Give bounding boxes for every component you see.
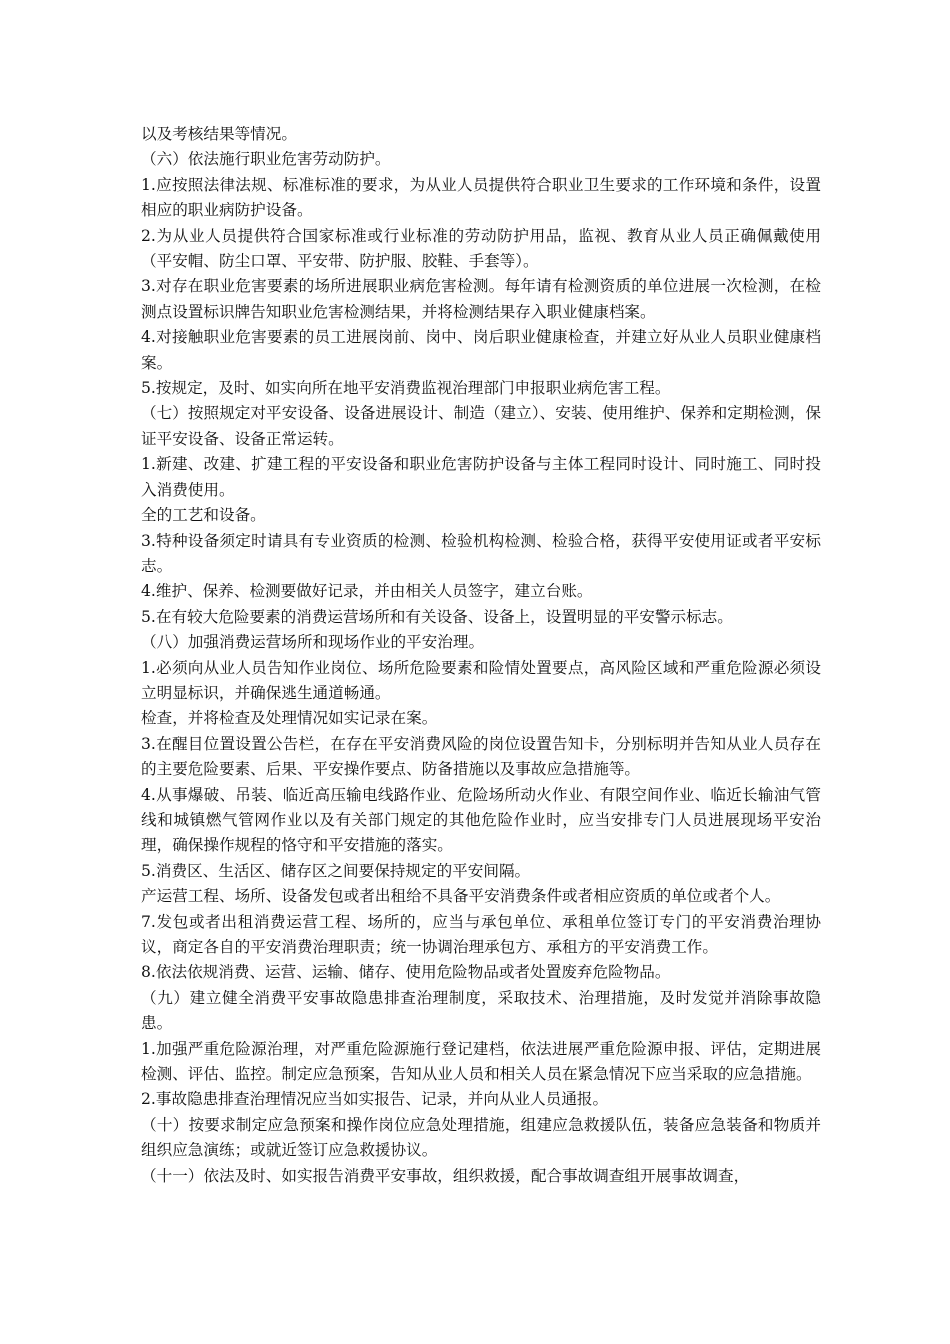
section-heading: （七）按照规定对平安设备、设备进展设计、制造（建立）、安装、使用维护、保养和定期检测，保证平安设备、设备正常运转。 xyxy=(141,404,821,448)
document-body xyxy=(141,122,821,1189)
paragraph: 4.从事爆破、吊装、临近高压输电线路作业、危险场所动火作业、有限空间作业、临近长输油气管线和城镇燃气管网作业以及有关部门规定的其他危险作业时，应当安排专门人员进展现场平安治理，确保操作规程的恪守和平安措施的落实。 xyxy=(141,785,821,855)
paragraph: 3.在醒目位置设置公告栏，在存在平安消费风险的岗位设置告知卡，分别标明并告知从业人员存在的主要危险要素、后果、平安操作要点、防备措施以及事故应急措施等。 xyxy=(141,734,821,779)
paragraph: 以及考核结果等情况。 xyxy=(141,125,297,143)
paragraph: 2.事故隐患排查治理情况应当如实报告、记录，并向从业人员通报。 xyxy=(141,1090,609,1109)
paragraph: 产运营工程、场所、设备发包或者出租给不具备平安消费条件或者相应资质的单位或者个人。 xyxy=(141,887,781,906)
section-heading: （九）建立健全消费平安事故隐患排查治理制度，采取技术、治理措施，及时发觉并消除事故隐患。 xyxy=(141,988,821,1033)
paragraph: 4.对接触职业危害要素的员工进展岗前、岗中、岗后职业健康检查，并建立好从业人员职业健康档案。 xyxy=(141,328,821,372)
section-heading: （六）依法施行职业危害劳动防护。 xyxy=(141,150,391,169)
paragraph: 3.特种设备须定时请具有专业资质的检测、检验机构检测、检验合格，获得平安使用证或者平安标志。 xyxy=(141,531,821,575)
paragraph: 3.对存在职业危害要素的场所进展职业病危害检测。每年请有检测资质的单位进展一次检测，在检测点设置标识牌告知职业危害检测结果，并将检测结果存入职业健康档案。 xyxy=(141,277,821,321)
section-heading: （八）加强消费运营场所和现场作业的平安治理。 xyxy=(141,633,485,652)
paragraph: 2.为从业人员提供符合国家标准或行业标准的劳动防护用品，监视、教育从业人员正确佩戴使用（平安帽、防尘口罩、平安带、防护服、胶鞋、手套等）。 xyxy=(141,226,821,271)
paragraph: 5.消费区、生活区、储存区之间要保持规定的平安间隔。 xyxy=(141,861,531,880)
paragraph: 8.依法依规消费、运营、运输、储存、使用危险物品或者处置废弃危险物品。 xyxy=(141,963,671,982)
section-heading: （十）按要求制定应急预案和操作岗位应急处理措施，组建应急救援队伍，装备应急装备和物质并组织应急演练；或就近签订应急救援协议。 xyxy=(141,1115,821,1160)
paragraph: 1.新建、改建、扩建工程的平安设备和职业危害防护设备与主体工程同时设计、同时施工、同时投入消费使用。 xyxy=(141,455,821,499)
section-heading: （十一）依法及时、如实报告消费平安事故，组织救援，配合事故调查组开展事故调查， xyxy=(141,1166,750,1185)
paragraph: 4.维护、保养、检测要做好记录，并由相关人员签字，建立台账。 xyxy=(141,582,593,601)
paragraph: 5.按规定，及时、如实向所在地平安消费监视治理部门申报职业病危害工程。 xyxy=(141,379,671,398)
paragraph: 全的工艺和设备。 xyxy=(141,506,266,525)
paragraph: 检查，并将检查及处理情况如实记录在案。 xyxy=(141,709,438,728)
paragraph: 1.必须向从业人员告知作业岗位、场所危险要素和险情处置要点，高风险区域和严重危险源必须设立明显标识，并确保逃生通道畅通。 xyxy=(141,658,821,702)
paragraph: 5.在有较大危险要素的消费运营场所和有关设备、设备上，设置明显的平安警示标志。 xyxy=(141,607,733,626)
paragraph: 1.加强严重危险源治理，对严重危险源施行登记建档，依法进展严重危险源申报、评估，定期进展检测、评估、监控。制定应急预案，告知从业人员和相关人员在紧急情况下应当采取的应急措施。 xyxy=(141,1039,821,1084)
paragraph: 1.应按照法律法规、标准标准的要求，为从业人员提供符合职业卫生要求的工作环境和条件，设置相应的职业病防护设备。 xyxy=(141,175,821,220)
paragraph: 7.发包或者出租消费运营工程、场所的，应当与承包单位、承租单位签订专门的平安消费治理协议，商定各自的平安消费治理职责；统一协调治理承包方、承租方的平安消费工作。 xyxy=(141,912,821,956)
